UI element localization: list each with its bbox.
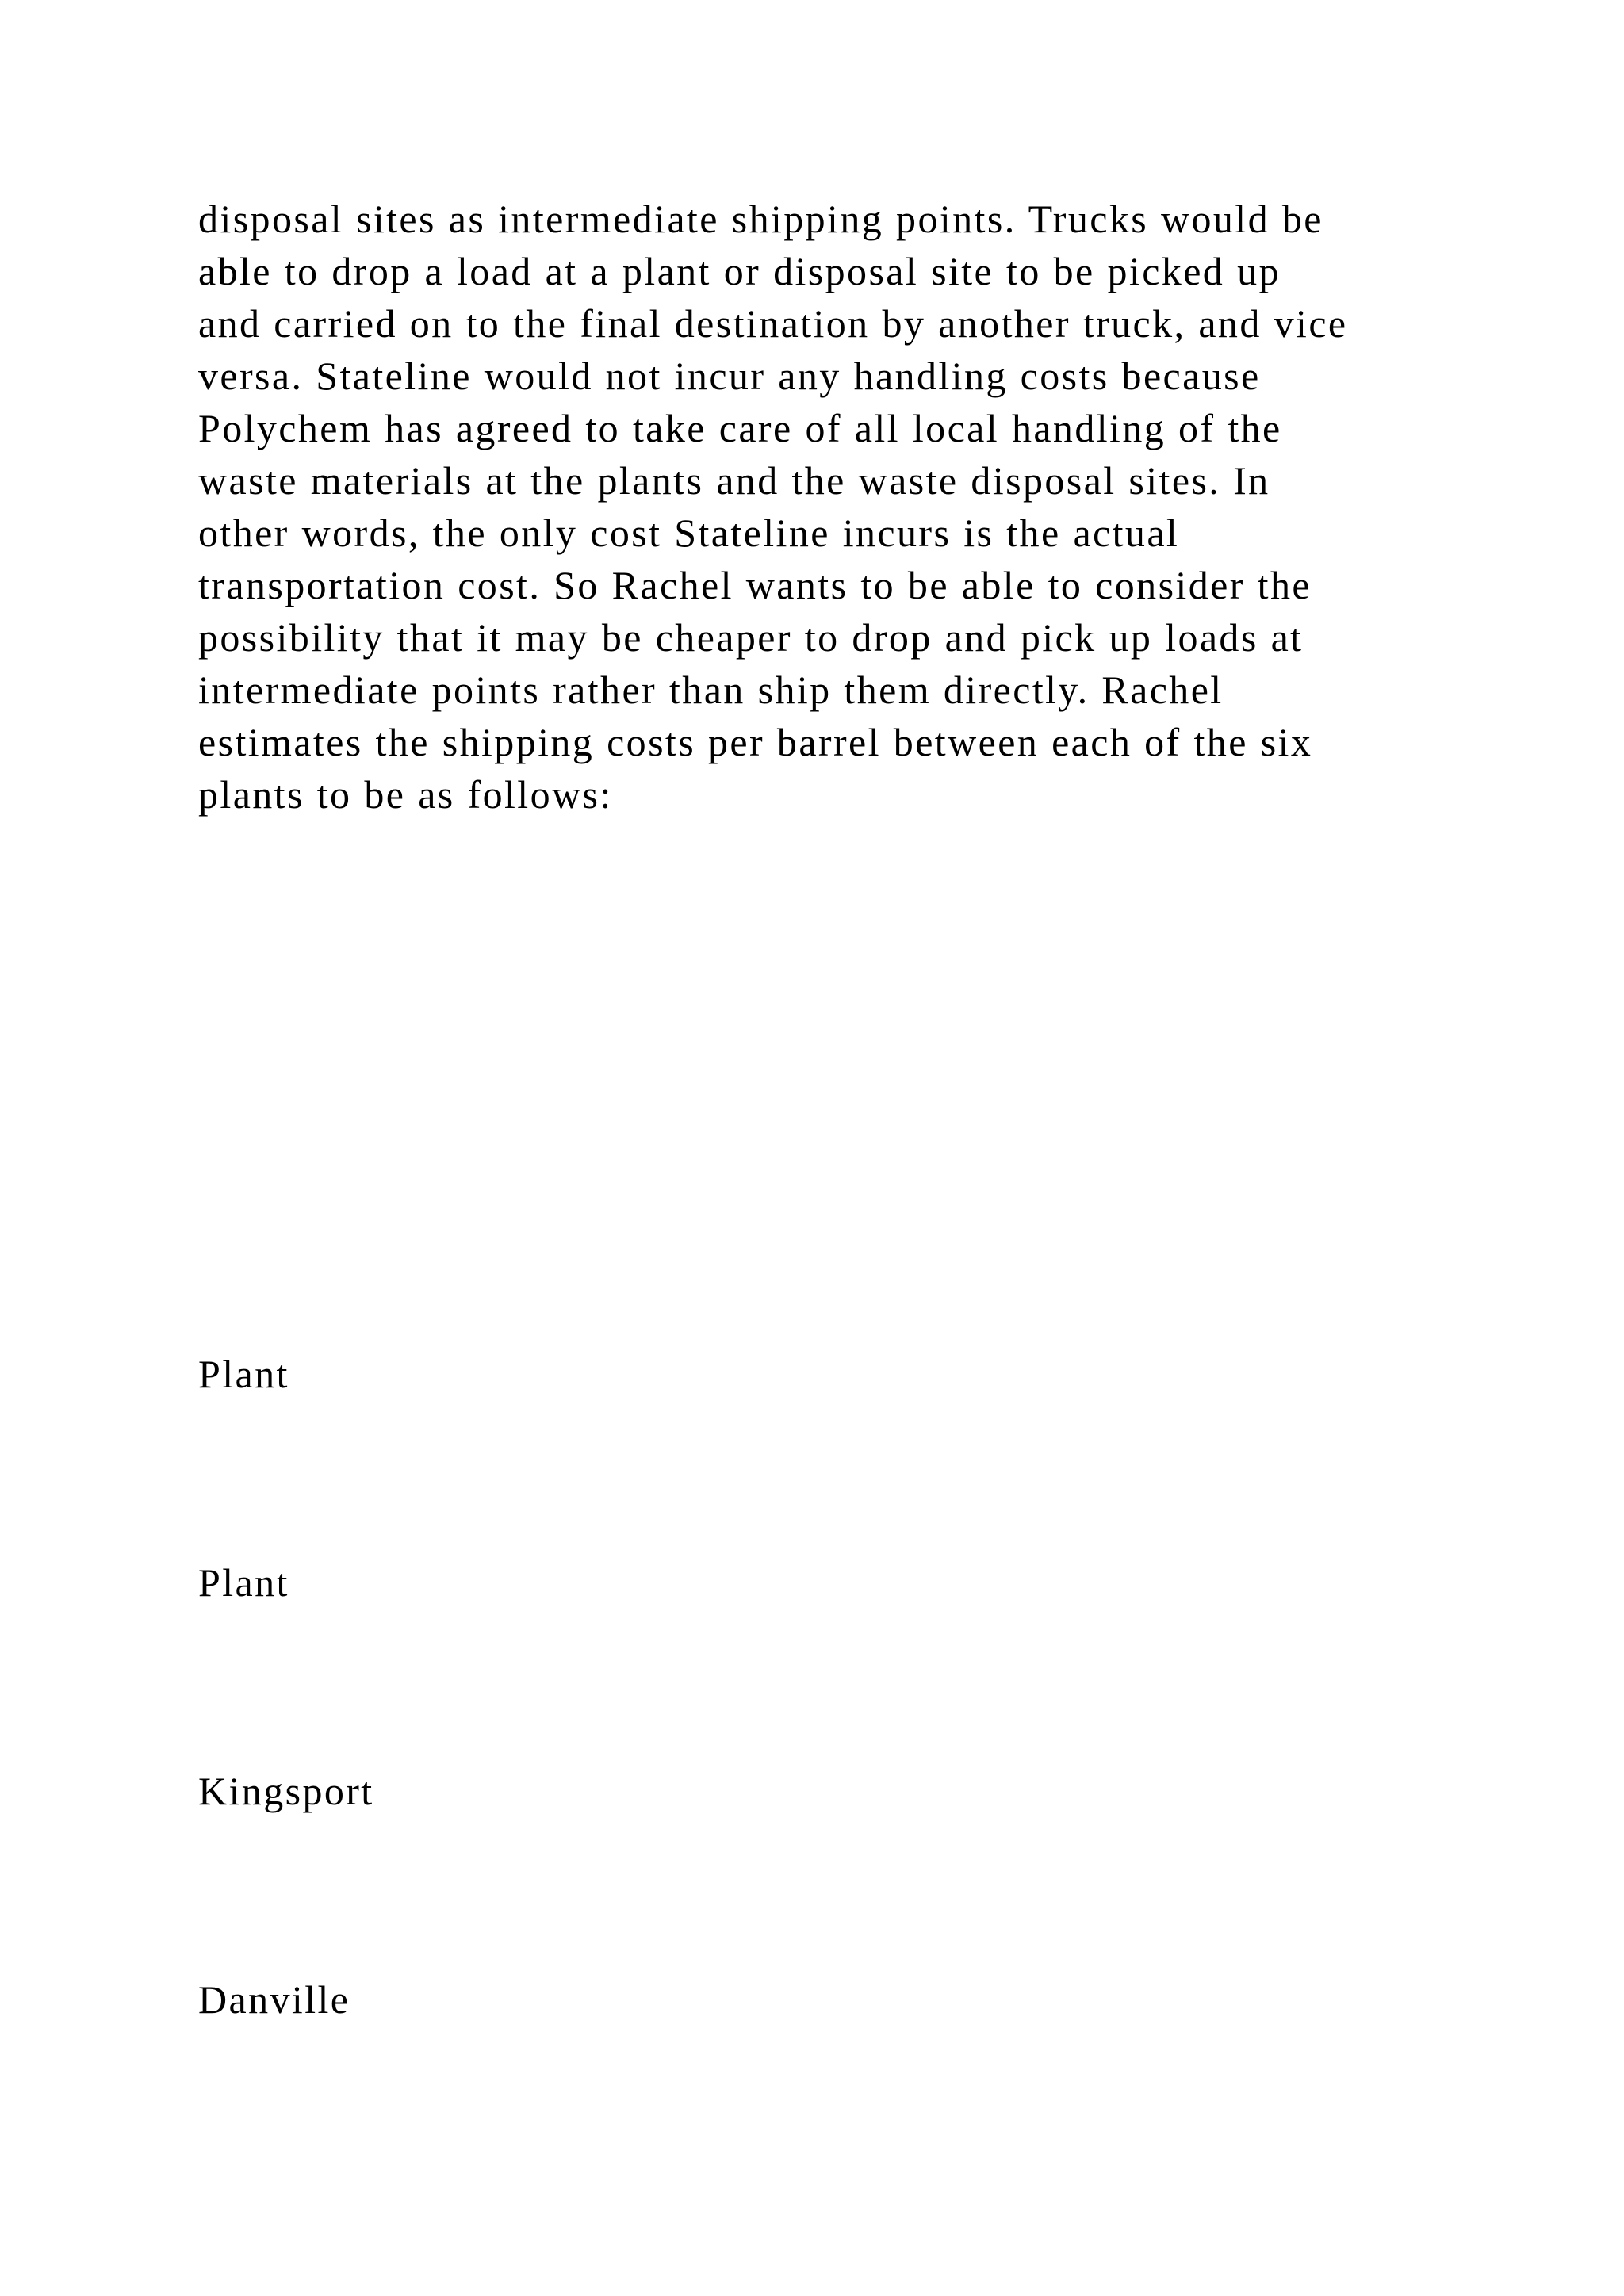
table-label-danville: Danville	[198, 1977, 350, 2022]
paragraph-line: other words, the only cost Stateline incurs is the actual	[198, 511, 1180, 555]
paragraph-line: estimates the shipping costs per barrel between each of the six	[198, 720, 1313, 764]
paragraph-line: intermediate points rather than ship them directly. Rachel	[198, 668, 1224, 712]
paragraph-line: disposal sites as intermediate shipping points. Trucks would be	[198, 197, 1323, 241]
paragraph-line: Polychem has agreed to take care of all local handling of the	[198, 406, 1282, 450]
table-label-kingsport: Kingsport	[198, 1769, 374, 1813]
paragraph-line: plants to be as follows:	[198, 772, 613, 817]
paragraph-line: versa. Stateline would not incur any handling costs because	[198, 354, 1261, 398]
table-label-plant-header: Plant	[198, 1352, 289, 1396]
paragraph-line: possibility that it may be cheaper to drop and pick up loads at	[198, 615, 1304, 660]
paragraph-line: waste materials at the plants and the waste disposal sites. In	[198, 458, 1270, 503]
body-paragraph	[198, 193, 1451, 821]
paragraph-line: transportation cost. So Rachel wants to be able to consider the	[198, 563, 1312, 607]
table-label-plant-column: Plant	[198, 1560, 289, 1605]
paragraph-line: able to drop a load at a plant or disposal site to be picked up	[198, 249, 1281, 293]
paragraph-line: and carried on to the final destination by another truck, and vice	[198, 301, 1348, 346]
